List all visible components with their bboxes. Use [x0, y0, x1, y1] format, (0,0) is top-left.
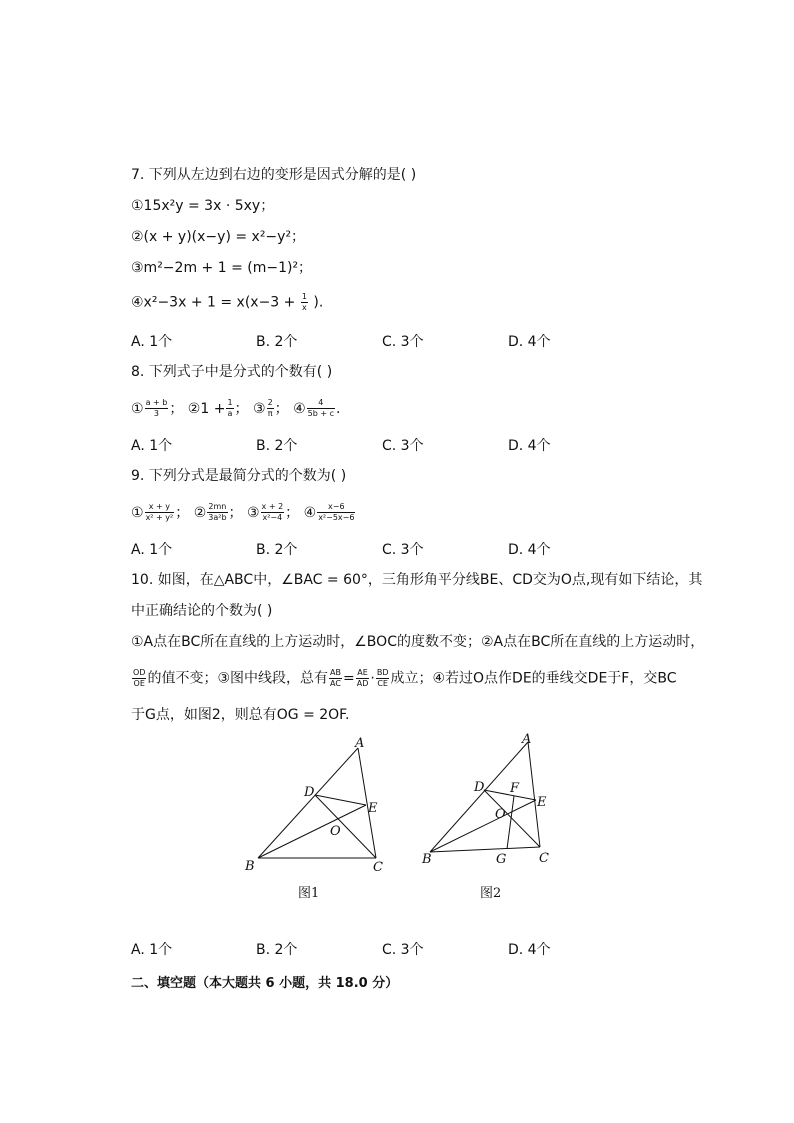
option-d[interactable]: D. 4个 [508, 334, 551, 350]
fraction-od-oe: $\frac{OD}{OE}$ [133, 668, 146, 688]
option-b[interactable]: B. 2个 [256, 542, 298, 558]
label-a: A [522, 732, 532, 747]
bisector-be [430, 800, 536, 852]
side-bc [430, 847, 540, 852]
q8-stem: 8. 下列式子中是分式的个数有( ) [131, 364, 333, 380]
label-a: A [355, 736, 365, 751]
label-d: D [474, 780, 485, 795]
q10-line-2: 中正确结论的个数为( ) [131, 603, 273, 619]
fraction-numerator: 1 [301, 292, 307, 301]
q7-options [131, 331, 651, 351]
q8-item-1: ① $\frac{a + b}{3}$ ； [131, 398, 184, 418]
option-a[interactable]: A. 1个 [131, 438, 173, 454]
q8-item-2: ②1 + $\frac{1}{a}$ ； [187, 398, 249, 418]
side-ab [430, 742, 528, 852]
q7-item-4-suffix: ). [313, 294, 324, 311]
q7-item-3: ③m²−2m + 1 = (m−1)²； [131, 260, 313, 276]
option-c[interactable]: C. 3个 [382, 542, 424, 558]
q8-options [131, 435, 651, 455]
q8-item-4: ④ $\frac{4}{5b + c}$ . [293, 398, 341, 418]
q10-line-4: $\frac{OD}{OE}$ 的值不变；③图中线段，总有 $\frac{AB}{AC}$ = $\frac{AE}{AD}$ · $\frac{BD}{CE}$ 成立；④若过O点作DE的垂线交DE于F，交BC [133, 668, 677, 688]
q9-item-4: ④ $\frac{x-6}{\text{x²−5x−6}}$ [303, 502, 355, 522]
option-d[interactable]: D. 4个 [508, 438, 551, 454]
q9-item-2: ② $\frac{2mn}{\text{3a²b}}$ ； [193, 502, 243, 522]
side-ab [258, 748, 358, 858]
option-c[interactable]: C. 3个 [382, 438, 424, 454]
label-e: E [368, 801, 378, 816]
label-f: F [510, 781, 520, 796]
q10-options [131, 939, 651, 959]
q8-items [131, 398, 340, 419]
q7-item-4 [131, 292, 323, 313]
label-c: C [373, 860, 383, 874]
label-o: O [330, 824, 341, 839]
fraction-denominator: x [302, 303, 307, 312]
q10-line-3: ①A点在BC所在直线的上方运动时，∠BOC的度数不变；②A点在BC所在直线的上方运动时， [131, 634, 705, 650]
option-b[interactable]: B. 2个 [256, 334, 298, 350]
label-g: G [496, 852, 507, 867]
q10-line-5: 于G点，如图2，则总有OG = 2OF. [131, 707, 350, 723]
option-b[interactable]: B. 2个 [256, 438, 298, 454]
q7-item-2: ②(x + y)(x−y) = x²−y²； [131, 229, 306, 245]
option-c[interactable]: C. 3个 [382, 334, 424, 350]
label-c: C [539, 851, 549, 866]
label-b: B [245, 859, 255, 874]
option-a[interactable]: A. 1个 [131, 334, 173, 350]
figure-2-caption: 图2 [480, 886, 502, 901]
label-d: D [304, 785, 315, 800]
section-heading: 二、填空题（本大题共 6 小题，共 18.0 分） [131, 976, 399, 991]
option-c[interactable]: C. 3个 [382, 942, 424, 958]
bisector-cd [484, 790, 540, 847]
q9-stem: 9. 下列分式是最简分式的个数为( ) [131, 468, 347, 484]
q7-stem: 7. 下列从左边到右边的变形是因式分解的是( ) [131, 167, 417, 183]
perpendicular-fg [507, 796, 514, 849]
label-o: O [495, 807, 506, 822]
label-e: E [537, 795, 547, 810]
option-d[interactable]: D. 4个 [508, 942, 551, 958]
option-a[interactable]: A. 1个 [131, 542, 173, 558]
figure-1-caption: 图1 [298, 886, 320, 901]
q9-options [131, 539, 651, 559]
q9-item-3: ③ $\frac{x + 2}{\text{x²−4}}$ ； [246, 502, 300, 522]
q7-item-4-fraction [301, 292, 308, 313]
q9-item-1: ① $\frac{x + y}{\text{x² + y²}}$ ； [131, 502, 190, 522]
q8-item-3: ③ $\frac{2}{\pi}$ ； [253, 398, 289, 418]
q10-line-1: 10. 如图，在△ABC中，∠BAC = 60°，三角形角平分线BE、CD交为O点,现有如下结论，其 [131, 572, 703, 588]
option-d[interactable]: D. 4个 [508, 542, 551, 558]
option-b[interactable]: B. 2个 [256, 942, 298, 958]
q7-item-4-prefix: ④x²−3x + 1 = x(x−3 + [131, 294, 296, 311]
q7-item-1: ①15x²y = 3x · 5xy； [131, 198, 275, 214]
q9-items [131, 502, 356, 523]
label-b: B [422, 852, 432, 867]
option-a[interactable]: A. 1个 [131, 942, 173, 958]
figure-2-diagram [418, 730, 558, 870]
figure-1-diagram [240, 732, 400, 874]
